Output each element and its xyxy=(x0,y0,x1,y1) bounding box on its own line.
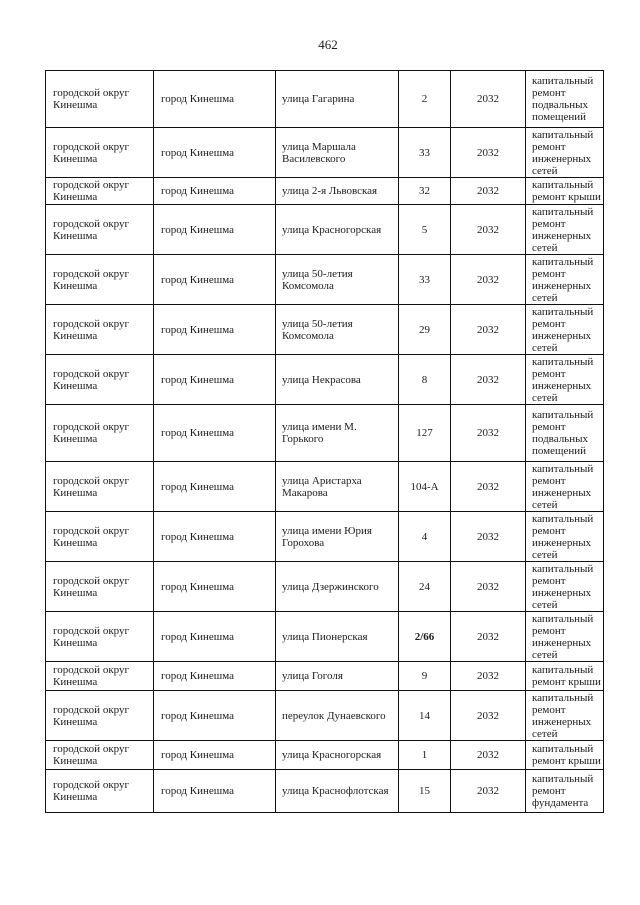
work-type-cell: капитальный ремонт крыши xyxy=(526,178,604,205)
house-number-cell: 1 xyxy=(399,741,451,770)
year-cell: 2032 xyxy=(451,770,526,813)
table-row xyxy=(46,770,604,813)
settlement-cell: город Кинешма xyxy=(154,662,276,691)
table-row xyxy=(46,355,604,405)
table-row xyxy=(46,562,604,612)
street-cell: улица Маршала Василевского xyxy=(276,128,399,178)
work-type-cell: капитальный ремонт инженерных сетей xyxy=(526,128,604,178)
house-number-cell: 29 xyxy=(399,305,451,355)
street-cell: улица Красногорская xyxy=(276,205,399,255)
year-cell: 2032 xyxy=(451,128,526,178)
house-number-cell: 15 xyxy=(399,770,451,813)
district-cell: городской округ Кинешма xyxy=(46,662,154,691)
district-cell: городской округ Кинешма xyxy=(46,512,154,562)
settlement-cell: город Кинешма xyxy=(154,355,276,405)
year-cell: 2032 xyxy=(451,355,526,405)
table-row xyxy=(46,205,604,255)
district-cell: городской округ Кинешма xyxy=(46,355,154,405)
table-row xyxy=(46,255,604,305)
table-row xyxy=(46,691,604,741)
settlement-cell: город Кинешма xyxy=(154,691,276,741)
house-number-cell: 4 xyxy=(399,512,451,562)
house-number-cell: 5 xyxy=(399,205,451,255)
table-row xyxy=(46,512,604,562)
district-cell: городской округ Кинешма xyxy=(46,128,154,178)
settlement-cell: город Кинешма xyxy=(154,512,276,562)
district-cell: городской округ Кинешма xyxy=(46,562,154,612)
street-cell: улица Пионерская xyxy=(276,612,399,662)
table-body xyxy=(46,71,604,813)
year-cell: 2032 xyxy=(451,405,526,462)
year-cell: 2032 xyxy=(451,178,526,205)
house-number-cell: 8 xyxy=(399,355,451,405)
street-cell: улица Краснофлотская xyxy=(276,770,399,813)
street-cell: переулок Дунаевского xyxy=(276,691,399,741)
district-cell: городской округ Кинешма xyxy=(46,255,154,305)
house-number-cell: 9 xyxy=(399,662,451,691)
house-number-cell: 33 xyxy=(399,128,451,178)
district-cell: городской округ Кинешма xyxy=(46,205,154,255)
street-cell: улица Аристарха Макарова xyxy=(276,462,399,512)
work-type-cell: капитальный ремонт инженерных сетей xyxy=(526,512,604,562)
street-cell: улица Красногорская xyxy=(276,741,399,770)
page-number: 462 xyxy=(318,37,338,52)
house-number-cell: 33 xyxy=(399,255,451,305)
work-type-cell: капитальный ремонт инженерных сетей xyxy=(526,305,604,355)
district-cell: городской округ Кинешма xyxy=(46,405,154,462)
year-cell: 2032 xyxy=(451,512,526,562)
house-number-cell: 24 xyxy=(399,562,451,612)
work-type-cell: капитальный ремонт инженерных сетей xyxy=(526,691,604,741)
house-number-cell: 14 xyxy=(399,691,451,741)
year-cell: 2032 xyxy=(451,71,526,128)
table-row xyxy=(46,662,604,691)
street-cell: улица Дзержинского xyxy=(276,562,399,612)
street-cell: улица Гагарина xyxy=(276,71,399,128)
settlement-cell: город Кинешма xyxy=(154,405,276,462)
street-cell: улица 2-я Львовская xyxy=(276,178,399,205)
settlement-cell: город Кинешма xyxy=(154,71,276,128)
work-type-cell: капитальный ремонт фундамента xyxy=(526,770,604,813)
district-cell: городской округ Кинешма xyxy=(46,691,154,741)
work-type-cell: капитальный ремонт инженерных сетей xyxy=(526,355,604,405)
settlement-cell: город Кинешма xyxy=(154,255,276,305)
year-cell: 2032 xyxy=(451,562,526,612)
district-cell: городской округ Кинешма xyxy=(46,305,154,355)
year-cell: 2032 xyxy=(451,205,526,255)
year-cell: 2032 xyxy=(451,741,526,770)
house-number-cell: 2/66 xyxy=(399,612,451,662)
district-cell: городской округ Кинешма xyxy=(46,462,154,512)
district-cell: городской округ Кинешма xyxy=(46,178,154,205)
year-cell: 2032 xyxy=(451,612,526,662)
settlement-cell: город Кинешма xyxy=(154,305,276,355)
district-cell: городской округ Кинешма xyxy=(46,612,154,662)
street-cell: улица имени Юрия Горохова xyxy=(276,512,399,562)
year-cell: 2032 xyxy=(451,691,526,741)
work-type-cell: капитальный ремонт инженерных сетей xyxy=(526,462,604,512)
district-cell: городской округ Кинешма xyxy=(46,71,154,128)
street-cell: улица Гоголя xyxy=(276,662,399,691)
house-number-cell: 104-А xyxy=(399,462,451,512)
work-type-cell: капитальный ремонт подвальных помещений xyxy=(526,71,604,128)
settlement-cell: город Кинешма xyxy=(154,612,276,662)
street-cell: улица Некрасова xyxy=(276,355,399,405)
settlement-cell: город Кинешма xyxy=(154,562,276,612)
table-row xyxy=(46,305,604,355)
work-type-cell: капитальный ремонт инженерных сетей xyxy=(526,255,604,305)
settlement-cell: город Кинешма xyxy=(154,741,276,770)
work-type-cell: капитальный ремонт крыши xyxy=(526,741,604,770)
district-cell: городской округ Кинешма xyxy=(46,741,154,770)
district-cell: городской округ Кинешма xyxy=(46,770,154,813)
work-type-cell: капитальный ремонт подвальных помещений xyxy=(526,405,604,462)
house-number-cell: 2 xyxy=(399,71,451,128)
settlement-cell: город Кинешма xyxy=(154,128,276,178)
settlement-cell: город Кинешма xyxy=(154,770,276,813)
work-type-cell: капитальный ремонт инженерных сетей xyxy=(526,562,604,612)
year-cell: 2032 xyxy=(451,305,526,355)
table-row xyxy=(46,405,604,462)
house-number-cell: 32 xyxy=(399,178,451,205)
work-type-cell: капитальный ремонт крыши xyxy=(526,662,604,691)
settlement-cell: город Кинешма xyxy=(154,462,276,512)
work-type-cell: капитальный ремонт инженерных сетей xyxy=(526,205,604,255)
table-row xyxy=(46,462,604,512)
settlement-cell: город Кинешма xyxy=(154,178,276,205)
street-cell: улица 50-летия Комсомола xyxy=(276,255,399,305)
settlement-cell: город Кинешма xyxy=(154,205,276,255)
works-table xyxy=(45,70,604,813)
work-type-cell: капитальный ремонт инженерных сетей xyxy=(526,612,604,662)
year-cell: 2032 xyxy=(451,255,526,305)
table-row xyxy=(46,71,604,128)
house-number-cell: 127 xyxy=(399,405,451,462)
street-cell: улица имени М. Горького xyxy=(276,405,399,462)
table-row xyxy=(46,128,604,178)
year-cell: 2032 xyxy=(451,462,526,512)
table-row xyxy=(46,178,604,205)
table-row xyxy=(46,612,604,662)
table-row xyxy=(46,741,604,770)
year-cell: 2032 xyxy=(451,662,526,691)
street-cell: улица 50-летия Комсомола xyxy=(276,305,399,355)
